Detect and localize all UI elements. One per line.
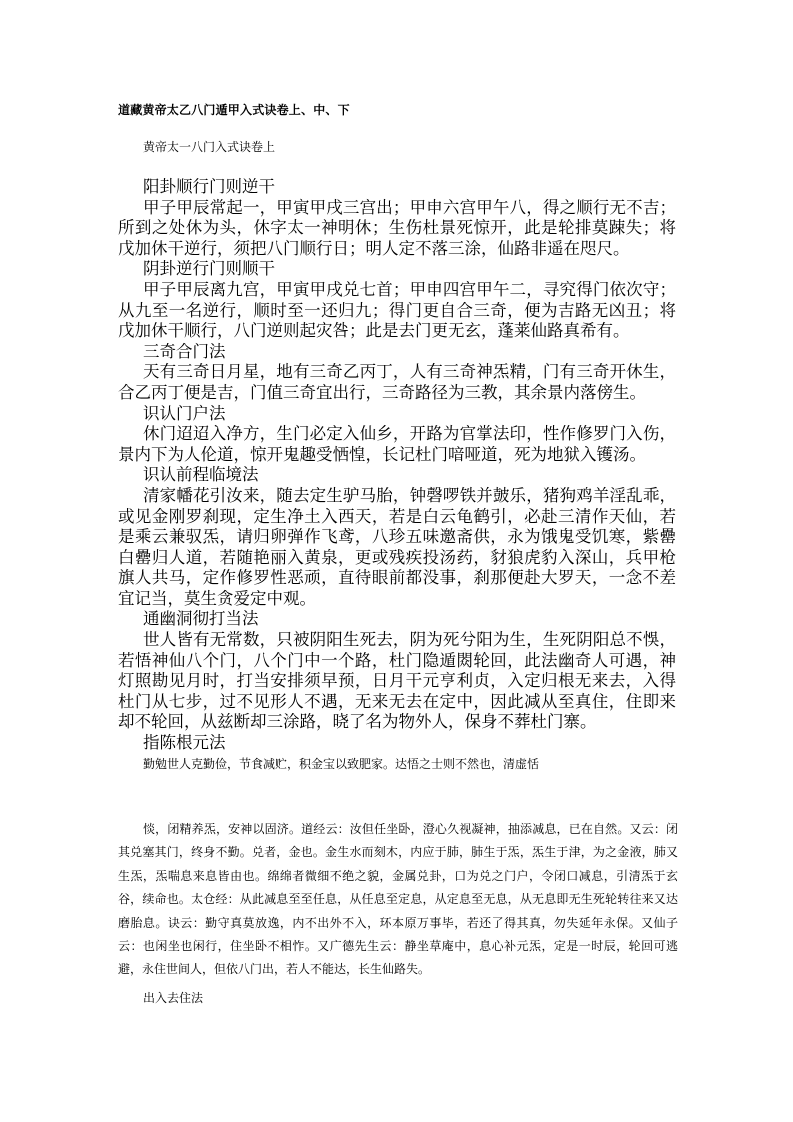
main-text	[118, 177, 676, 774]
section-heading: 通幽洞彻打当法	[143, 609, 259, 629]
section-heading: 识认门户法	[143, 403, 226, 423]
section-heading: 阴卦逆行门则顺干	[143, 259, 275, 279]
document-title: 道藏黄帝太乙八门遁甲入式诀卷上、中、下	[118, 103, 350, 117]
section-heading: 阳卦顺行门则逆干	[143, 177, 275, 196]
section-text: 甲子甲辰离九宫，甲寅甲戌兑七首；甲申四宫甲午二，寻究得门依次守；从九至一名逆行，顺时至一还归九；得门更自合三奇，便为吉路无凶丑；将戊加休干顺行，八门逆则起灾咎；此是去门更无玄，蓬莱仙路真希有。	[118, 279, 676, 341]
section-heading: 指陈根元法	[143, 733, 226, 753]
section-text: 清家幡花引汝来，随去定生驴马胎，钟磬啰铁并皷乐，猪狗鸡羊淫乱乖，或见金刚罗刹现，定生净土入西天，若是白云龟鹤引，必赴三清作天仙，若是乘云兼驭炁，请归卵弹作飞鸢，八珍五味邀斋供，永为饿鬼受饥寒，紫罍白罍归人道，若随艳丽入黄泉，更或残疾投汤药，豺狼虎豹入深山，兵甲枪旗人共马，定作修罗性恶顽，直待眼前都没事，刹那便赴大罗天，一念不差宜记当，莫生贪爱定中观。	[118, 485, 676, 608]
next-section-heading: 出入去住法	[143, 991, 204, 1005]
section-heading: 识认前程临境法	[143, 465, 259, 485]
section-text: 世人皆有无常数，只被阴阳生死去，阴为死兮阳为生，生死阴阳总不悞，若悟神仙八个门，八个门中一个路，杜门隐遁閦轮回，此法幽奇人可遇，神灯照勘见月时，打当安排须早预，日月干元亨利贞，入定归根无来去，入得杜门从七步，过不见形人不遇，无来无去在定中，因此减从至真住，住即来却不轮回，从兹断却三涂路，晓了名为物外人，保身不葬杜门寨。	[118, 630, 676, 732]
section-heading: 三奇合门法	[143, 341, 226, 361]
section-text: 勤勉世人克勤俭，节食减贮，积金宝以致肥家。达悟之士则不然也，清虚恬	[143, 756, 540, 771]
section-text: 甲子甲辰常起一，甲寅甲戌三宫出；甲申六宫甲午八，得之顺行无不吉；所到之处休为头，休字太一神明休；生伤杜景死惊开，此是轮排莫踈失；将戊加休干逆行，须把八门顺行日；明人定不落三涂，仙路非遥在咫尺。	[118, 197, 676, 258]
volume-subtitle: 黄帝太一八门入式诀卷上	[143, 140, 276, 154]
continuation-text: 惔，闭精养炁，安神以固济。道经云：汝但任坐卧，澄心久视凝神，抽添减息，已在自然。又云：闭其兑塞其门，终身不勤。兑者，金也。金生水而刻木，内应于肺，肺生于炁，炁生于津，为之金液，肺又生炁，炁喘息来息皆由也。绵绵者微细不绝之貌，金属兑卦，口为兑之门户，令闭口减息，引清炁于玄谷，续命也。太仓经：从此减息至至任息，从任息至定息，从定息至无息，从无息即无生死轮转往来又达磨胎息。诀云：勤守真莫放逸，内不出外不入，环本原万事毕，若还了得其真，勿失延年永保。又仙子云：也闲坐也闲行，住坐卧不相怍。又广德先生云：静坐草庵中，息心补元炁，定是一时辰，轮回可逃避，永住世间人，但依八门出，若人不能达，长生仙路失。	[118, 822, 678, 977]
section-text: 天有三奇日月星，地有三奇乙丙丁，人有三奇神炁精，门有三奇开休生，合乙丙丁便是吉，门值三奇宜出行，三奇路径为三教，其余景内落傍生。	[118, 362, 676, 402]
continuation-block	[118, 818, 678, 982]
section-text: 休门迢迢入净方，生门必定入仙乡，开路为官掌法印，性作修罗门入伤，景内下为人伦道，惊开鬼趣受恓惶，长记杜门喑哑道，死为地狱入镬汤。	[118, 424, 676, 464]
